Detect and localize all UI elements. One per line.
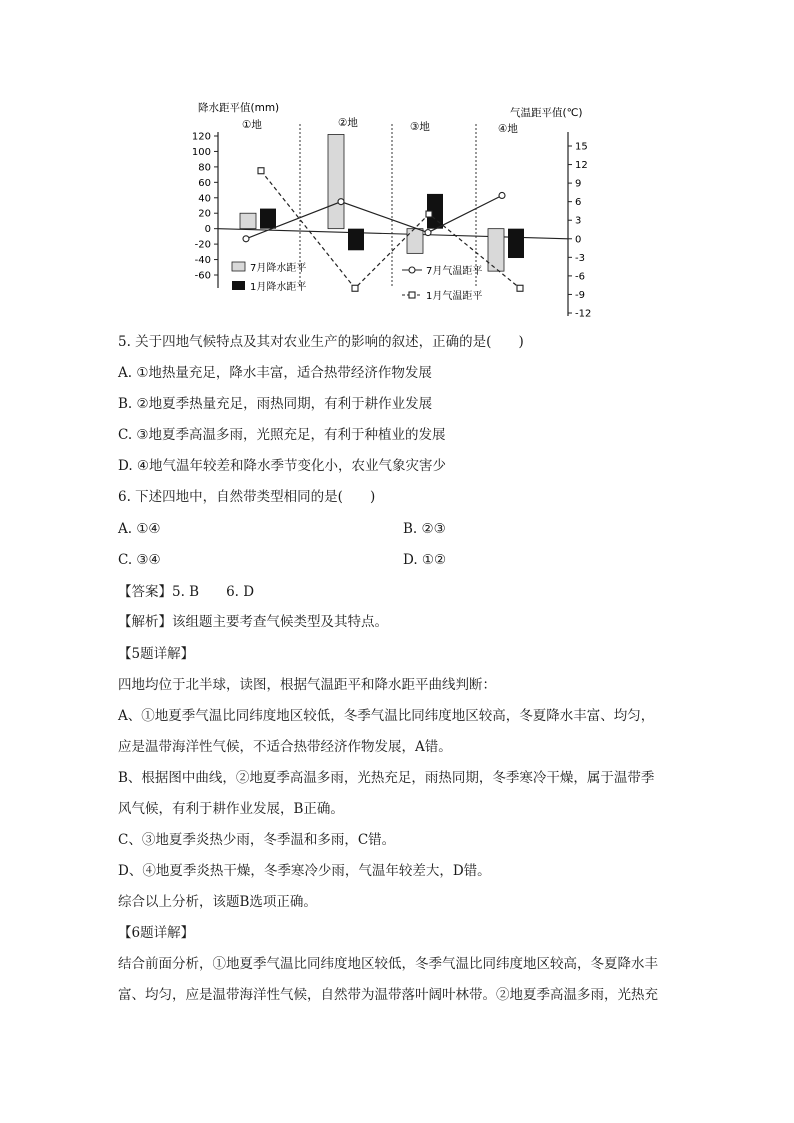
legend-july-temp-marker (409, 267, 415, 273)
left-tick-label: 80 (198, 162, 211, 174)
question-6-option-c: C. ③④ (118, 552, 161, 568)
point-jan-temp (352, 285, 358, 291)
bar-july-precip (328, 134, 344, 228)
answer-line: 【答案】5. B 6. D (118, 584, 255, 600)
point-july-temp (425, 230, 431, 236)
climate-anomaly-chart (188, 92, 608, 326)
bar-july-precip (488, 229, 504, 271)
legend-july-precip-label: 7月降水距平 (250, 263, 307, 274)
analysis-line: 【解析】该组题主要考查气候类型及其特点。 (118, 614, 388, 630)
left-tick-label: 20 (198, 208, 211, 220)
left-tick-label: 120 (191, 131, 211, 143)
left-tick-label: 60 (198, 177, 211, 189)
region-label-4: ④地 (498, 123, 518, 135)
point-jan-temp (517, 285, 523, 291)
right-axis-title: 气温距平值(℃) (510, 107, 583, 119)
legend-jan-temp-label: 1月气温距平 (426, 291, 483, 302)
left-tick-label: 0 (204, 224, 211, 236)
legend-july-temp-label: 7月气温距平 (426, 266, 483, 277)
right-tick-label: 9 (575, 178, 582, 190)
region-label-3: ③地 (410, 121, 430, 133)
detail-5-line-2: A、①地夏季气温比同纬度地区较低，冬季气温比同纬度地区较高，冬夏降水丰富、均匀， (118, 708, 655, 724)
right-tick-label: 6 (575, 197, 582, 209)
detail-5-line-4: B、根据图中曲线，②地夏季高温多雨，光热充足，雨热同期，冬季寒冷干燥，属于温带季 (118, 770, 655, 786)
detail-5-line-3: 应是温带海洋性气候，不适合热带经济作物发展，A错。 (118, 739, 452, 755)
bar-july-precip (240, 213, 256, 228)
right-tick-label: 0 (575, 234, 582, 246)
left-tick-label: -60 (194, 270, 211, 282)
detail-5-line-8: 综合以上分析，该题B选项正确。 (118, 894, 317, 910)
bar-jan-precip (508, 229, 524, 258)
point-jan-temp (258, 168, 264, 174)
question-5-option-c: C. ③地夏季高温多雨，光照充足，有利于种植业的发展 (118, 427, 446, 443)
question-5-option-b: B. ②地夏季热量充足，雨热同期，有利于耕作业发展 (118, 396, 433, 412)
bar-july-precip (407, 229, 423, 254)
point-july-temp (338, 199, 344, 205)
detail-5-line-5: 风气候，有利于耕作业发展，B正确。 (118, 801, 344, 817)
detail-6-line-2: 富、均匀，应是温带海洋性气候，自然带为温带落叶阔叶林带。②地夏季高温多雨，光热充 (118, 987, 658, 1003)
chart-svg (188, 92, 608, 326)
right-tick-label: 12 (575, 160, 588, 172)
detail-5-line-1: 四地均位于北半球，读图，根据气温距平和降水距平曲线判断： (118, 677, 496, 693)
left-axis-title: 降水距平值(mm) (198, 102, 280, 114)
question-5-option-a: A. ①地热量充足，降水丰富，适合热带经济作物发展 (118, 365, 432, 381)
line-july-temp (246, 195, 502, 238)
left-tick-label: -20 (194, 239, 211, 251)
left-tick-label: -40 (194, 255, 211, 267)
bar-jan-precip (348, 229, 364, 251)
question-6: 6. 下述四地中，自然带类型相同的是( ) (118, 489, 376, 505)
legend-july-precip-swatch (232, 262, 245, 271)
right-tick-label: -3 (575, 252, 585, 264)
right-tick-label: -6 (575, 271, 585, 283)
point-jan-temp (426, 211, 432, 217)
detail-5-line-7: D、④地夏季炎热干燥，冬季寒冷少雨，气温年较差大，D错。 (118, 863, 491, 879)
point-july-temp (243, 236, 249, 242)
question-6-option-d: D. ①② (403, 552, 447, 568)
legend-jan-temp-marker (409, 292, 415, 298)
detail-6-title: 【6题详解】 (118, 925, 195, 941)
region-label-2: ②地 (338, 117, 358, 129)
bar-jan-precip (260, 209, 276, 229)
legend-jan-precip-swatch (232, 281, 245, 290)
question-6-option-b: B. ②③ (403, 521, 446, 537)
detail-5-title: 【5题详解】 (118, 646, 195, 662)
region-label-1: ①地 (242, 119, 262, 131)
question-6-option-a: A. ①④ (118, 521, 161, 537)
right-tick-label: -9 (575, 289, 585, 301)
detail-6-line-1: 结合前面分析，①地夏季气温比同纬度地区较低，冬季气温比同纬度地区较高，冬夏降水丰 (118, 956, 658, 972)
point-july-temp (499, 192, 505, 198)
detail-5-line-6: C、③地夏季炎热少雨，冬季温和多雨，C错。 (118, 832, 396, 848)
question-5: 5. 关于四地气候特点及其对农业生产的影响的叙述，正确的是( ) (118, 334, 524, 350)
right-tick-label: 3 (575, 215, 582, 227)
right-tick-label: 15 (575, 141, 588, 153)
legend-jan-precip-label: 1月降水距平 (250, 282, 307, 293)
right-tick-label: -12 (575, 308, 592, 320)
left-tick-label: 40 (198, 193, 211, 205)
left-tick-label: 100 (191, 146, 211, 158)
question-5-option-d: D. ④地气温年较差和降水季节变化小，农业气象灾害少 (118, 458, 447, 474)
